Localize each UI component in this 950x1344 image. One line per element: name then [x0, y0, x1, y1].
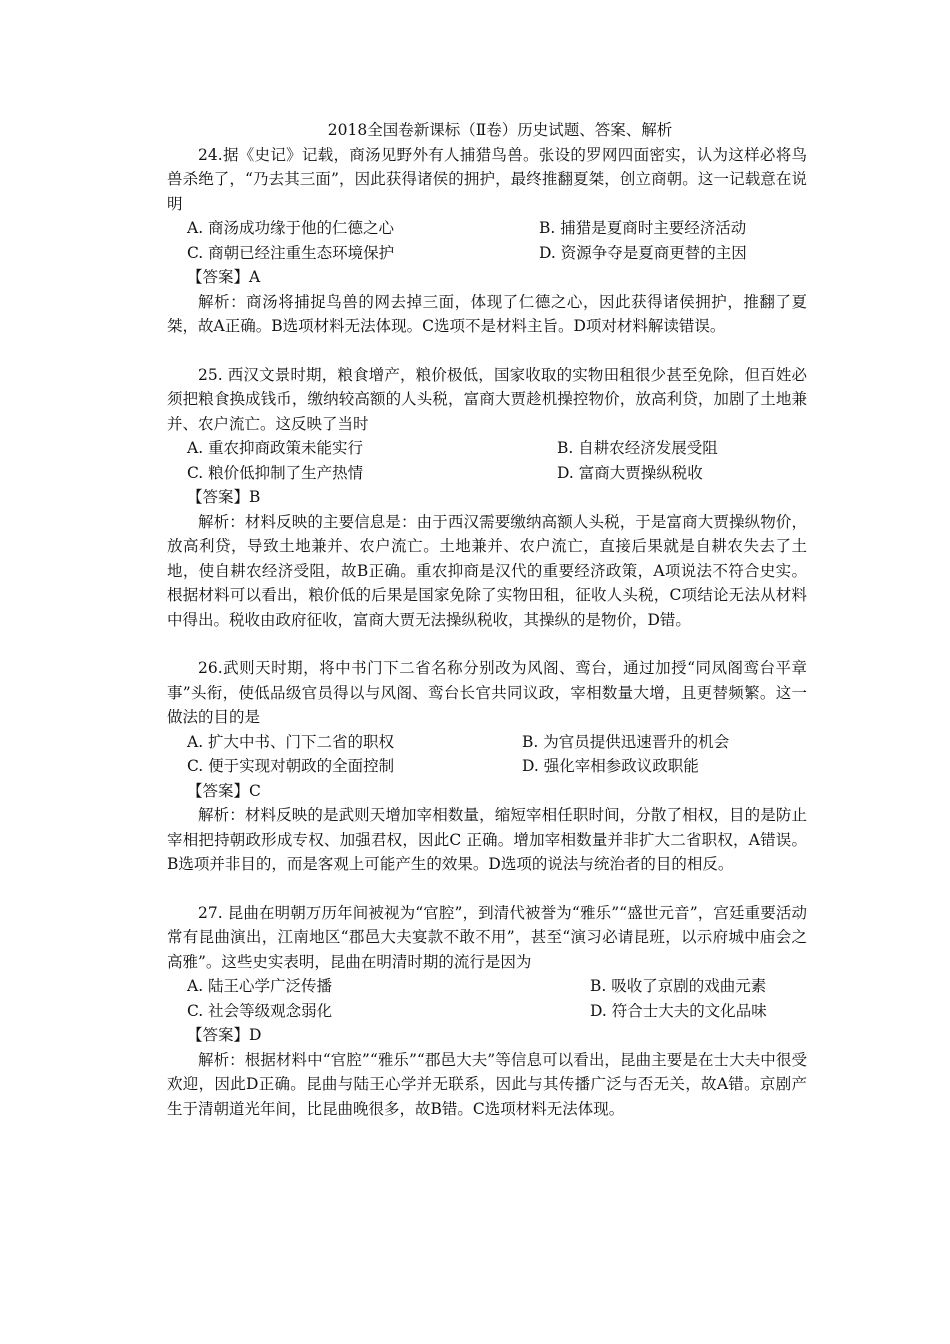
question-27: [167, 901, 807, 1122]
option-a: A. 重农抑商政策未能实行: [187, 439, 364, 457]
document-title: 2018全国卷新课标（Ⅱ卷）历史试题、答案、解析: [327, 121, 673, 139]
document-page: [167, 118, 807, 1145]
options-list: [167, 436, 807, 485]
question-stem: 26.武则天时期，将中书门下二省名称分别改为风阁、鸾台，通过加授“同凤阁鸾台平章事”头衔，使低品级官员得以与风阁、鸾台长官共同议政，宰相数量大增，且更替频繁。这一做法的目的是: [167, 659, 807, 726]
option-d: D. 富商大贾操纵税收: [557, 463, 703, 482]
option-a: A. 扩大中书、门下二省的职权: [187, 732, 395, 751]
option-c: C. 社会等级观念弱化: [187, 1001, 333, 1020]
option-c: C. 商朝已经注重生态环境保护: [187, 243, 395, 262]
option-c: C. 粮价低抑制了生产热情: [187, 463, 364, 482]
option-d: D. 符合士大夫的文化品味: [590, 1001, 767, 1020]
question-stem: 25. 西汉文景时期，粮食增产，粮价极低，国家收取的实物田租很少甚至免除，但百姓必须把粮食换成钱币，缴纳较高额的人头税，富商大贾趁机操控物价，放高利贷，加剧了土地兼并、农户流亡。这反映了当时: [167, 365, 807, 433]
analysis-text: 解析：材料反映的主要信息是：由于西汉需要缴纳高额人头税，于是富商大贾操纵物价，放高利贷，导致土地兼并、农户流亡。土地兼并、农户流亡，直接后果就是自耕农失去了土地，使自耕农经济受阻，故B正确。重农抑商是汉代的重要经济政策，A项说法不符合史实。根据材料可以看出，粮价低的后果是国家免除了实物田租，征收人头税，C项结论无法从材料中得出。税收由政府征收，富商大贾无法操纵税收，其操纵的是物价，D错。: [167, 512, 807, 629]
options-list: [167, 216, 807, 265]
answer-label: 【答案】D: [187, 1026, 262, 1044]
option-c: C. 便于实现对朝政的全面控制: [187, 757, 395, 775]
question-25: [167, 363, 807, 633]
answer-label: 【答案】C: [187, 781, 261, 800]
answer-label: 【答案】B: [187, 488, 261, 506]
option-d: D. 强化宰相参政议政职能: [522, 757, 699, 775]
answer-label: 【答案】A: [187, 268, 261, 286]
question-stem: 24.据《史记》记载，商汤见野外有人捕猎鸟兽。张设的罗网四面密实，认为这样必将鸟兽杀绝了，“乃去其三面”，因此获得诸侯的拥护，最终推翻夏桀，创立商朝。这一记载意在说明: [167, 145, 807, 213]
option-a: A. 商汤成功缘于他的仁德之心: [187, 219, 395, 237]
options-list: [167, 730, 807, 779]
option-b: B. 自耕农经济发展受阻: [557, 439, 718, 457]
option-a: A. 陆王心学广泛传播: [187, 977, 333, 995]
question-stem: 27. 昆曲在明朝万历年间被视为“官腔”，到清代被誉为“雅乐”“盛世元音”，宫廷重要活动常有昆曲演出，江南地区“郡邑大夫宴款不敢不用”，甚至“演习必请昆班，以示府城中庙会之高雅”。这些史实表明，昆曲在明清时期的流行是因为: [167, 903, 807, 971]
question-24: [167, 143, 807, 339]
option-b: B. 吸收了京剧的戏曲元素: [590, 977, 767, 995]
analysis-text: 解析：根据材料中“官腔”“雅乐”“郡邑大夫”等信息可以看出，昆曲主要是在士大夫中很受欢迎，因此D正确。昆曲与陆王心学并无联系，因此与其传播广泛与否无关，故A错。京剧产生于清朝道光年间，比昆曲晚很多，故B错。C选项材料无法体现。: [167, 1050, 807, 1118]
option-b: B. 为官员提供迅速晋升的机会: [522, 732, 730, 751]
analysis-text: 解析：商汤将捕捉鸟兽的网去掉三面，体现了仁德之心，因此获得诸侯拥护，推翻了夏桀，故A正确。B选项材料无法体现。C选项不是材料主旨。D项对材料解读错误。: [167, 292, 807, 335]
question-26: [167, 656, 807, 877]
analysis-text: 解析：材料反映的是武则天增加宰相数量，缩短宰相任职时间，分散了相权，目的是防止宰相把持朝政形成专权、加强君权，因此C 正确。增加宰相数量并非扩大二省职权，A错误。B选项并非目的，而是客观上可能产生的效果。D选项的说法与统治者的目的相反。: [167, 806, 807, 873]
option-b: B. 捕猎是夏商时主要经济活动: [539, 219, 747, 237]
option-d: D. 资源争夺是夏商更替的主因: [539, 243, 747, 262]
options-list: [167, 974, 807, 1023]
